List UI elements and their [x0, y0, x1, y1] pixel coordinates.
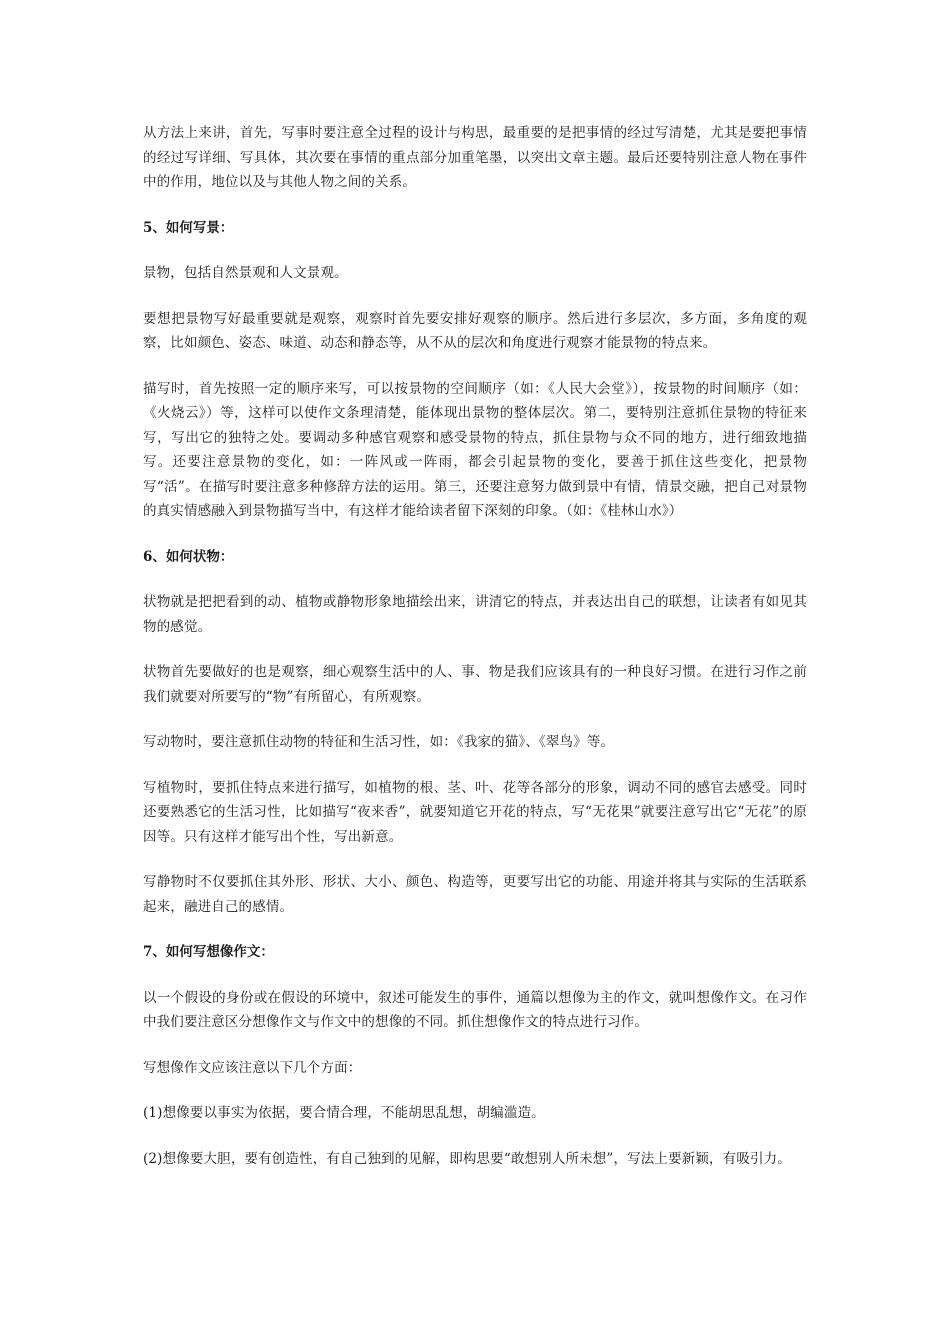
list-item-imagination-1: (1)想像要以事实为依据，要合情合理，不能胡思乱想，胡编滥造。: [143, 1105, 545, 1121]
list-item-imagination-2: (2)想像要大胆，要有创造性，有自己独到的见解，即构思要“敢想别人所未想”，写法上要新颖，有吸引力。: [143, 1150, 791, 1167]
paragraph-narration-method: 从方法上来讲，首先，写事时要注意全过程的设计与构思，最重要的是把事情的经过写清楚，尤其是要把事情的经过写详细、写具体，其次要在事情的重点部分加重笔墨，以突出文章主题。最后还要特别注意人物在事件中的作用，地位以及与其他人物之间的关系。: [143, 125, 807, 190]
heading-scenery: 5、如何写景：: [143, 219, 234, 236]
heading-imagination: 7、如何写想像作文：: [143, 944, 274, 960]
paragraph-still-objects: 写静物时不仅要抓住其外形、形状、大小、颜色、构造等，更要写出它的功能、用途并将其与实际的生活联系起来，融进自己的感情。: [143, 874, 807, 915]
document-page: [143, 121, 807, 1192]
paragraph-scenery-definition: 景物，包括自然景观和人文景观。: [143, 265, 348, 281]
paragraph-animals: 写动物时，要注意抓住动物的特征和生活习性，如：《我家的猫》、《翠鸟》等。: [143, 734, 615, 750]
paragraph-imagination-definition: 以一个假设的身份或在假设的环境中，叙述可能发生的事件，通篇以想像为主的作文，就叫想像作文。在习作中我们要注意区分想像作文与作文中的想像的不同。抓住想像作文的特点进行习作。: [143, 989, 807, 1030]
paragraph-objects-definition: 状物就是把把看到的动、植物或静物形象地描绘出来，讲清它的特点，并表达出自己的联想，让读者有如见其物的感觉。: [143, 594, 807, 635]
heading-objects: 6、如何状物：: [143, 548, 234, 565]
paragraph-scenery-observation: 要想把景物写好最重要就是观察，观察时首先要安排好观察的顺序。然后进行多层次，多方面，多角度的观察，比如颜色、姿态、味道、动态和静态等，从不从的层次和角度进行观察才能景物的特点来。: [143, 310, 807, 351]
paragraph-imagination-aspects: 写想像作文应该注意以下几个方面：: [143, 1059, 362, 1076]
paragraph-scenery-description: 描写时，首先按照一定的顺序来写，可以按景物的空间顺序（如：《人民大会堂》），按景物的时间顺序（如：《火烧云》）等，这样可以使作文条理清楚，能体现出景物的整体层次。第二，要特别注意抓住景物的特征来写，写出它的独特之处。要调动多种感官观察和感受景物的特点，抓住景物与众不同的地方，进行细致地描写。还要注意景物的变化，如：一阵风或一阵雨，都会引起景物的变化，要善于抓住这些变化，把景物写“活”。在描写时要注意多种修辞方法的运用。第三，还要注意努力做到景中有情，情景交融，把自己对景物的真实情感融入到景物描写当中，有这样才能给读者留下深刻的印象。（如：《桂林山水》）: [143, 380, 807, 519]
paragraph-plants: 写植物时，要抓住特点来进行描写，如植物的根、茎、叶、花等各部分的形象，调动不同的感官去感受。同时还要熟悉它的生活习性，比如描写“夜来香”，就要知道它开花的特点，写“无花果”就要注意写出它“无花”的原因等。只有这样才能写出个性，写出新意。: [143, 779, 807, 845]
paragraph-objects-observation: 状物首先要做好的也是观察，细心观察生活中的人、事、物是我们应该具有的一种良好习惯。在进行习作之前我们就要对所要写的“物”有所留心，有所观察。: [143, 664, 807, 705]
